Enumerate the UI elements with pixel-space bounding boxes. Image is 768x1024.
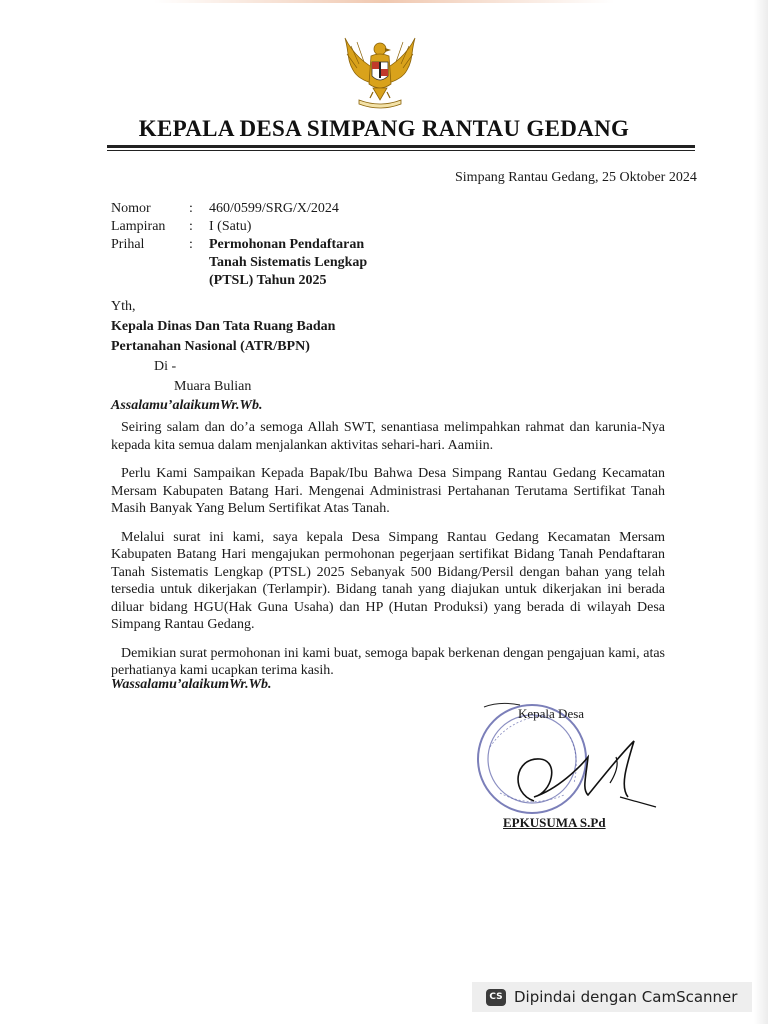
letterhead-rule-thick bbox=[107, 145, 695, 148]
camscanner-logo-icon: CS bbox=[486, 989, 506, 1006]
address-city: Muara Bulian bbox=[174, 379, 252, 394]
recipient-address bbox=[111, 297, 335, 397]
scan-right-edge bbox=[754, 0, 768, 1024]
camscanner-footer bbox=[472, 982, 752, 1012]
signatory-name: EPKUSUMA S.Pd bbox=[503, 815, 606, 830]
lampiran-value: I (Satu) bbox=[209, 219, 252, 234]
meta-row-nomor bbox=[111, 200, 459, 218]
recipient-line: Kepala Dinas Dan Tata Ruang Badan bbox=[111, 319, 336, 334]
body-paragraph: Demikian surat permohonan ini kami buat, semoga bapak berkenan dengan pengajuan kami, atas perhatianya kami ucapkan terima kasih. bbox=[111, 645, 665, 678]
nomor-value: 460/0599/SRG/X/2024 bbox=[209, 201, 339, 216]
recipient-line: Pertanahan Nasional (ATR/BPN) bbox=[111, 339, 310, 354]
letterhead-rule-thin bbox=[107, 150, 695, 151]
nomor-colon: : bbox=[189, 201, 193, 216]
body-paragraph: Melalui surat ini kami, saya kepala Desa Simpang Rantau Gedang Kecamatan Mersam Kabupaten Batang Hari mengajukan permohonan pegerjaan sertifikat Bidang Tanah Pendaftaran Tanah Sistematis Lengkap (PTSL) 2025 Sebanyak 500 Bidang/Persil dengan bahan yang telah tersedia untuk dikerjakan (Terlampir). Bidang tanah yang diajukan untuk dikerjakan ini berada diluar bidang HGU(Hak Guna Usaha) dan HP (Hutan Produksi) yang berada di wilayah Desa Simpang Rantau Gedang. bbox=[111, 529, 665, 632]
prihal-line: Permohonan Pendaftaran bbox=[209, 237, 365, 252]
prihal-line: Tanah Sistematis Lengkap bbox=[209, 255, 368, 270]
address-di: Di - bbox=[154, 359, 177, 374]
garuda-emblem-icon bbox=[335, 34, 425, 110]
body-paragraph: Seiring salam dan do’a semoga Allah SWT, senantiasa melimpahkan rahmat dan karunia-Nya kepada kita semua dalam menjalankan aktivitas sehari-hari. Aamiin. bbox=[111, 420, 665, 453]
address-greeting: Yth, bbox=[111, 299, 136, 314]
body-paragraph: Perlu Kami Sampaikan Kepada Bapak/Ibu Bahwa Desa Simpang Rantau Gedang Kecamatan Mersam Kabupaten Batang Hari. Mengenai Administrasi Pertahanan Terutama Sertifikat Tanah Masih Banyak Yang Belum Sertifikat Atas Tanah. bbox=[111, 466, 665, 516]
letterhead-title: KEPALA DESA SIMPANG RANTAU GEDANG bbox=[138, 116, 630, 141]
camscanner-text: Dipindai dengan CamScanner bbox=[514, 988, 738, 1006]
letter-date: Simpang Rantau Gedang, 25 Oktober 2024 bbox=[455, 170, 697, 185]
letter-meta bbox=[111, 200, 459, 290]
prihal-label: Prihal bbox=[111, 237, 145, 252]
nomor-label: Nomor bbox=[111, 201, 151, 216]
lampiran-label: Lampiran bbox=[111, 219, 166, 234]
prihal-value bbox=[209, 236, 459, 290]
letter-body bbox=[111, 419, 665, 691]
meta-row-lampiran bbox=[111, 218, 459, 236]
prihal-line: (PTSL) Tahun 2025 bbox=[209, 273, 327, 288]
lampiran-colon: : bbox=[189, 219, 193, 234]
scan-top-edge bbox=[0, 0, 768, 3]
prihal-colon: : bbox=[189, 237, 193, 252]
meta-row-prihal bbox=[111, 236, 459, 290]
opening-salutation: Assalamu’alaikumWr.Wb. bbox=[111, 398, 263, 413]
closing-salutation: Wassalamu’alaikumWr.Wb. bbox=[111, 677, 272, 692]
signatory-title: Kepala Desa bbox=[518, 706, 585, 721]
